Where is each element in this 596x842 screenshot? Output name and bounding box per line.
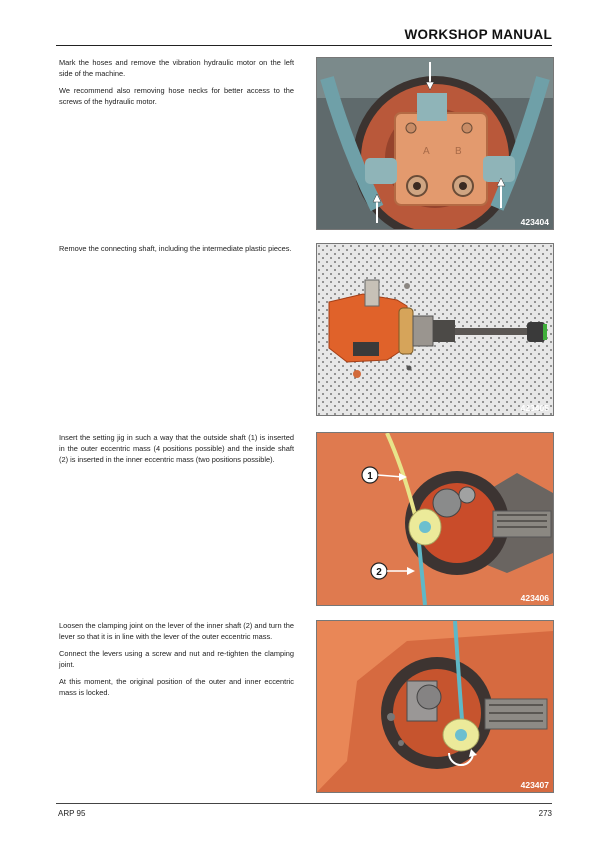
step-4-paragraph-3: At this moment, the original position of the outer and inner eccentric mass is locked. <box>59 677 294 697</box>
step-1-paragraph-1: Mark the hoses and remove the vibration hydraulic motor on the left side of the machine. <box>59 58 294 78</box>
photo-hydraulic-motor <box>316 57 554 230</box>
step-1-text <box>59 57 294 113</box>
step-2-paragraph-1: Remove the connecting shaft, including the intermediate plastic pieces. <box>59 244 292 253</box>
footer-divider <box>56 803 552 804</box>
hydraulic-motor-illustration <box>317 58 553 229</box>
page-header-title: WORKSHOP MANUAL <box>404 27 552 42</box>
photo-levers-locked <box>316 620 554 793</box>
photo-id-label: 423404 <box>520 217 549 227</box>
step-4-paragraph-2: Connect the levers using a screw and nut and re-tighten the clamping joint. <box>59 649 294 669</box>
step-3-text <box>59 432 294 471</box>
port-label-b: B <box>455 146 462 157</box>
photo-id-label: 423407 <box>520 780 549 790</box>
port-label-a: A <box>423 146 430 157</box>
photo-setting-jig <box>316 432 554 606</box>
step-3-paragraph-1: Insert the setting jig in such a way that the outside shaft (1) is inserted in the outer eccentric mass (4 positions possible) and the inside shaft (2) is inserted in the inner eccentric mass (two positions possible). <box>59 433 294 464</box>
callout-1-label: 1 <box>367 471 373 482</box>
levers-locked-illustration <box>317 621 553 792</box>
connecting-shaft-illustration <box>317 244 553 415</box>
footer-page-number: 273 <box>538 809 552 818</box>
step-4-text <box>59 620 294 704</box>
step-4-paragraph-1: Loosen the clamping joint on the lever of the inner shaft (2) and turn the lever so that it is in line with the lever of the outer eccentric mass. <box>59 621 294 641</box>
photo-id-label: 423405 <box>520 403 549 413</box>
callout-2-label: 2 <box>376 567 382 578</box>
photo-connecting-shaft <box>316 243 554 416</box>
photo-id-label: 423406 <box>520 593 549 603</box>
header-divider <box>56 45 552 46</box>
step-2-text <box>59 243 294 260</box>
step-1-paragraph-2: We recommend also removing hose necks for better access to the screws of the hydraulic motor. <box>59 86 294 106</box>
footer-model: ARP 95 <box>58 809 86 818</box>
setting-jig-illustration <box>317 433 553 605</box>
